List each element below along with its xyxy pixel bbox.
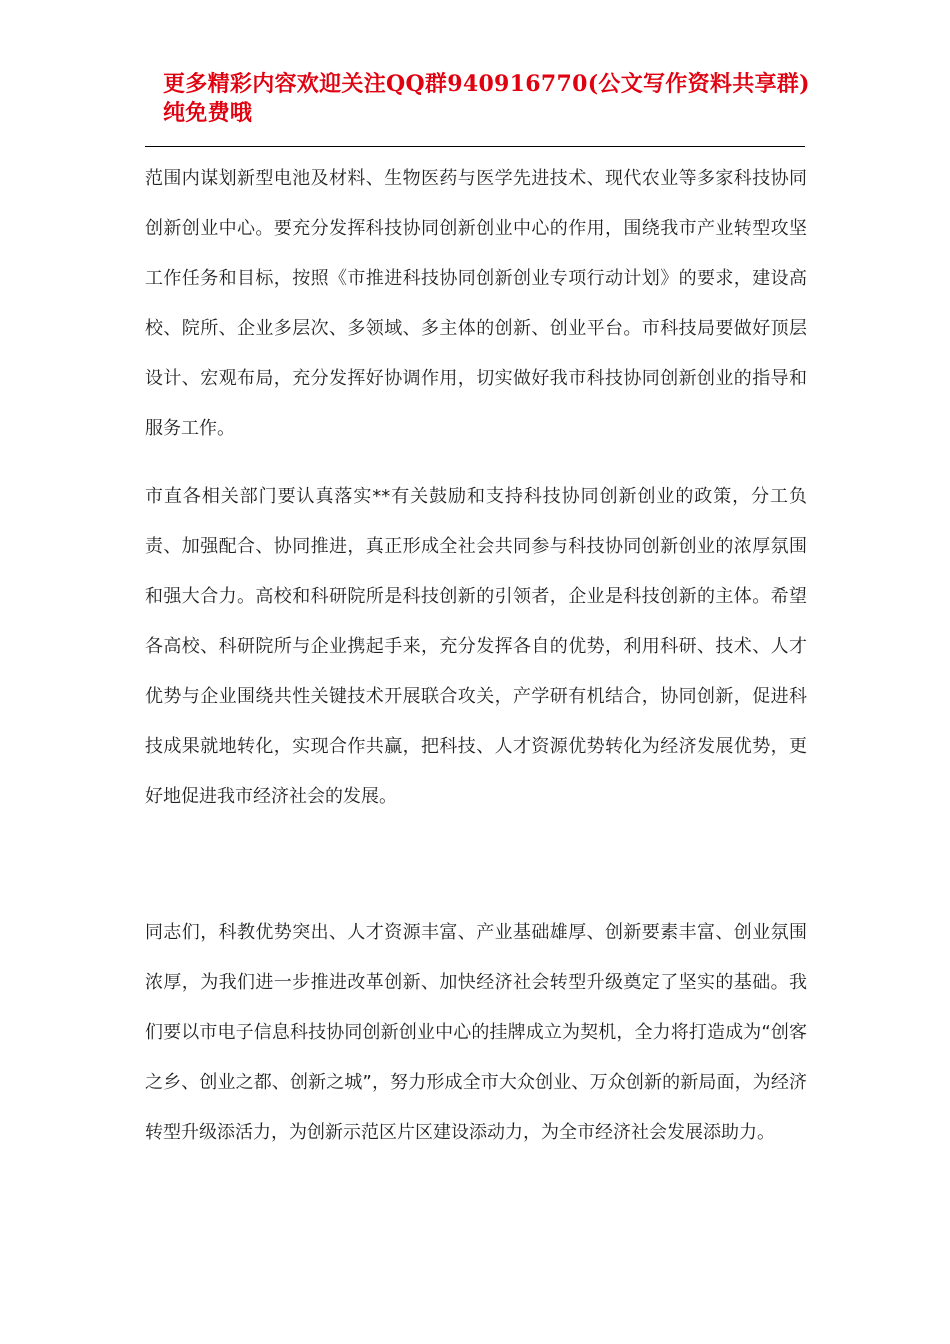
- body-paragraph-3: 同志们，科教优势突出、人才资源丰富、产业基础雄厚、创新要素丰富、创业氛围浓厚，为我们进一步推进改革创新、加快经济社会转型升级奠定了坚实的基础。我们要以市电子信息科技协同创新创业中心的挂牌成立为契机，全力将打造成为“创客之乡、创业之都、创新之城”，努力形成全市大众创业、万众创新的新局面，为经济转型升级添活力，为创新示范区片区建设添动力，为全市经济社会发展添助力。: [145, 922, 807, 1143]
- body-paragraph-2: 市直各相关部门要认真落实**有关鼓励和支持科技协同创新创业的政策，分工负责、加强配合、协同推进，真正形成全社会共同参与科技协同创新创业的浓厚氛围和强大合力。高校和科研院所是科技创新的引领者，企业是科技创新的主体。希望各高校、科研院所与企业携起手来，充分发挥各自的优势，利用科研、技术、人才优势与企业围绕共性关键技术开展联合攻关，产学研有机结合，协同创新，促进科技成果就地转化，实现合作共赢，把科技、人才资源优势转化为经济发展优势，更好地促进我市经济社会的发展。: [145, 486, 807, 807]
- header-banner: 更多精彩内容欢迎关注QQ群940916770(公文写作资料共享群)纯免费哦: [163, 71, 810, 126]
- body-paragraph-1: 范围内谋划新型电池及材料、生物医药与医学先进技术、现代农业等多家科技协同创新创业中心。要充分发挥科技协同创新创业中心的作用，围绕我市产业转型攻坚工作任务和目标，按照《市推进科技协同创新创业专项行动计划》的要求，建设高校、院所、企业多层次、多领域、多主体的创新、创业平台。市科技局要做好顶层设计、宏观布局，充分发挥好协调作用，切实做好我市科技协同创新创业的指导和服务工作。: [145, 168, 807, 439]
- header-divider: [145, 146, 805, 147]
